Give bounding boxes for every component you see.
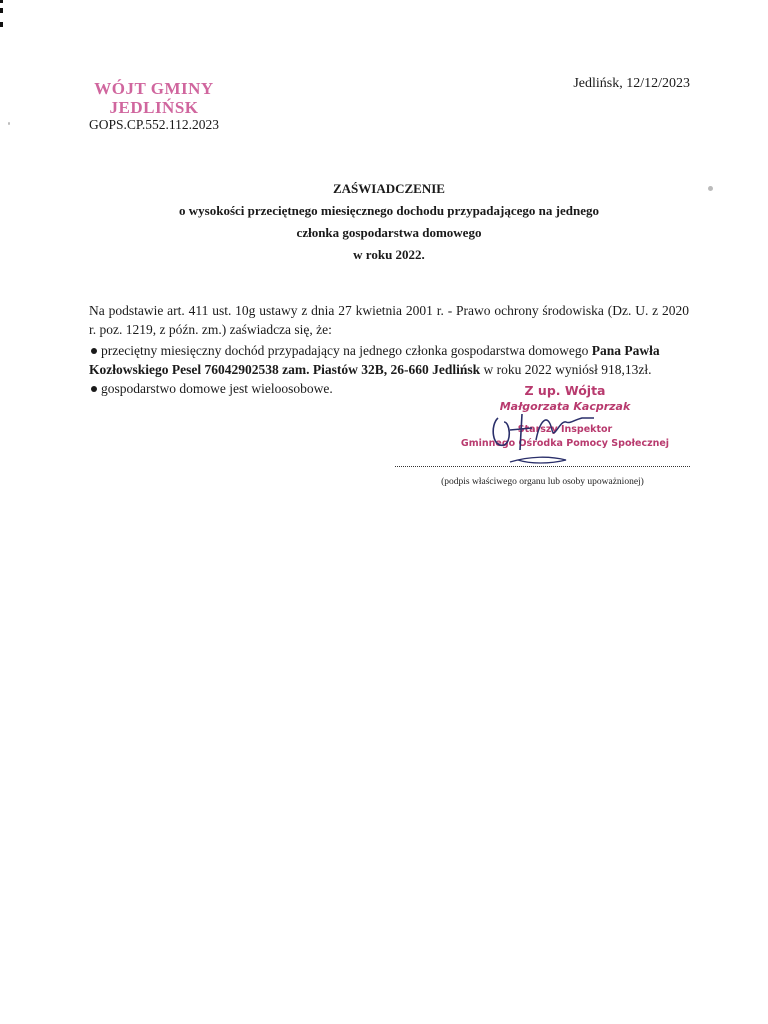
bullet-icon — [91, 386, 97, 392]
scan-speck — [708, 186, 713, 191]
bullet1-text: przeciętny miesięczny dochód przypadający na jednego członka gospodarstwa domowego — [101, 343, 592, 358]
document-heading — [90, 178, 688, 266]
office-stamp-line1: WÓJT GMINY — [94, 79, 214, 98]
reference-number: GOPS.CP.552.112.2023 — [89, 117, 220, 132]
signature-caption: (podpis właściwego organu lub osoby upoważnionej) — [441, 477, 644, 487]
heading-line1: o wysokości przeciętnego miesięcznego dochodu przypadającego na jednego — [179, 203, 599, 218]
scan-edge-mark — [0, 0, 3, 3]
signature-stamp-institution: Gminnego Ośrodka Pomocy Społecznej — [460, 438, 670, 449]
bullet2-text: gospodarstwo domowe jest wieloosobowe. — [101, 381, 333, 396]
handwritten-signature — [470, 400, 630, 470]
intro-paragraph: Na podstawie art. 411 ust. 10g ustawy z dnia 27 kwietnia 2001 r. - Prawo ochrony środowiska (Dz. U. z 2020 r. poz. 1219, z późn. zm.) zaświadcza się, że: — [89, 303, 689, 337]
heading-line3: w roku 2022. — [353, 247, 425, 262]
bullet1-person-details: Kozłowskiego Pesel 76042902538 zam. Piastów 32B, 26-660 Jedlińsk — [89, 362, 481, 377]
document-title: ZAŚWIADCZENIE — [333, 181, 445, 196]
office-stamp — [84, 79, 224, 117]
signature-stamp-name: Małgorzata Kacprzak — [499, 400, 631, 413]
place-date: Jedlińsk, 12/12/2023 — [573, 76, 690, 91]
list-item-income — [89, 341, 689, 379]
signature-line — [395, 466, 690, 467]
scan-edge-mark — [0, 22, 3, 27]
scan-edge-mark — [0, 8, 3, 13]
bullet-icon — [91, 348, 97, 354]
signature-stamp-position: Starszy Inspektor — [517, 424, 613, 435]
heading-line2: członka gospodarstwa domowego — [296, 225, 482, 240]
office-stamp-line2: JEDLIŃSK — [109, 98, 199, 117]
signature-stamp-authority: Z up. Wójta — [524, 383, 606, 398]
scan-speck — [8, 122, 10, 125]
bullet1-name: Pana Pawła — [591, 343, 660, 358]
bullet1-amount-text: w roku 2022 wyniósł 918,13zł. — [480, 362, 652, 377]
